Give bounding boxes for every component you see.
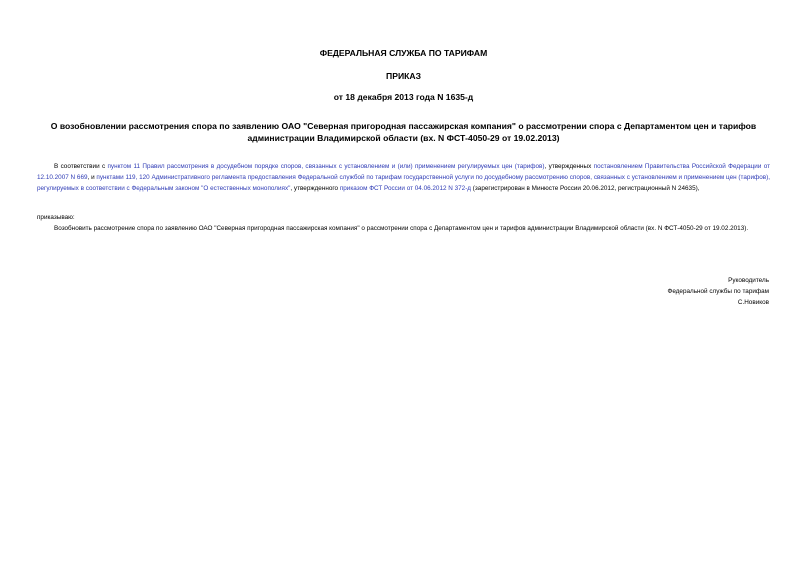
link-rules-point-11[interactable]: пунктом 11 Правил рассмотрения в досудебном порядке споров, связанных с установлением и (или) применением регулируемых цен (тарифов) xyxy=(107,163,545,170)
link-government-decree[interactable]: постановлением Правительства Российской Федерации от 12.10.2007 N 669 xyxy=(37,163,771,182)
preamble-paragraph xyxy=(37,161,770,195)
link-admin-regulation[interactable]: пунктами 119, 120 Административного регламента предоставления Федеральной службой по тарифам государственной услуги по досудебному рассмотрению споров, связанных с установлением и применением цен (тарифов), регулируемых в соответствии с Федеральным законом "О естественных монополиях" xyxy=(37,174,770,193)
preamble-text-5: (зарегистрирован в Минюсте России 20.06.2012, регистрационный N 24635), xyxy=(471,185,700,193)
preamble-text-3: , и xyxy=(87,174,97,182)
document-type: ПРИКАЗ xyxy=(386,71,421,81)
link-fst-order[interactable]: приказом ФСТ России от 04.06.2012 N 372-д xyxy=(339,185,472,193)
signature-position: Руководитель xyxy=(728,277,769,284)
resolution-paragraph xyxy=(37,223,770,234)
preamble-text-1: В соответствии с xyxy=(54,163,108,170)
agency-name: ФЕДЕРАЛЬНАЯ СЛУЖБА ПО ТАРИФАМ xyxy=(319,48,488,58)
document-title: О возобновлении рассмотрения спора по заявлению ОАО "Северная пригородная пассажирская компания" о рассмотрении спора с Департаментом цен и тарифов администрации Владимирской области (вх. N ФСТ-4050-29 от 19.02.2013) xyxy=(50,121,757,143)
resolution-text: Возобновить рассмотрение спора по заявлению ОАО "Северная пригородная пассажирская компания" о рассмотрении спора с Департаментом цен и тарифов администрации Владимирской области (вх. N ФСТ-4050-29 от 19.02.2013). xyxy=(54,225,749,232)
preamble-text-2: , утвержденных xyxy=(544,163,594,170)
document-date-number: от 18 декабря 2013 года N 1635-д xyxy=(333,92,474,102)
signature-name: С.Новиков xyxy=(737,299,769,306)
order-word: приказываю: xyxy=(37,214,75,221)
signature-organization: Федеральной службы по тарифам xyxy=(667,288,769,295)
preamble-text-4: , утвержденного xyxy=(290,185,340,193)
